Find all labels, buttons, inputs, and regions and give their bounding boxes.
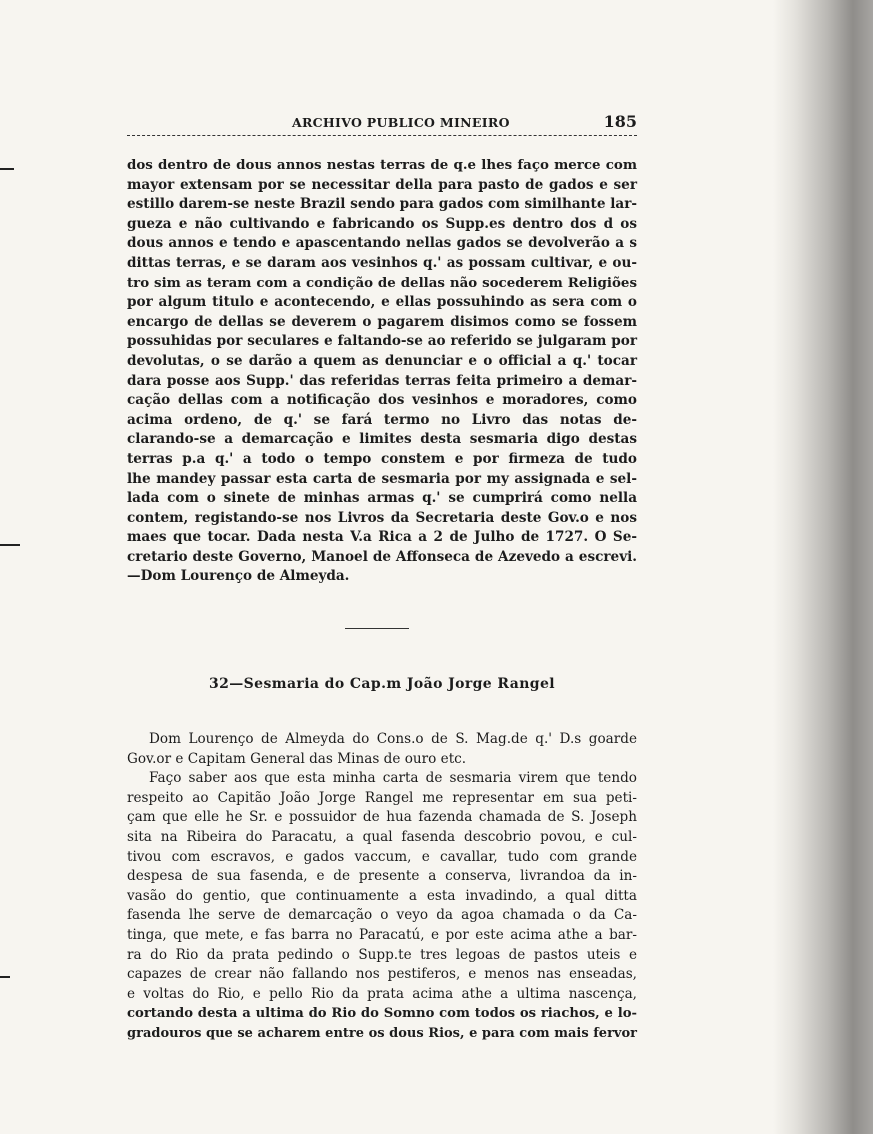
text-line: Gov.or e Capitam General das Minas de ouro etc. — [127, 750, 467, 767]
text-line: possuhidas por seculares e faltando-se ao referido se julgaram por — [127, 333, 637, 350]
text-line: devolutas, o se darão a quem as denunciar e o official a q.' tocar — [127, 352, 637, 369]
text-line: vasão do gentio, que continuamente a esta invadindo, a qual ditta — [127, 887, 637, 904]
text-line: ra do Rio da prata pedindo o Supp.te tres legoas de pastos uteis e — [127, 946, 637, 963]
text-line: despesa de sua fasenda, e de presente a conserva, livrandoa da in- — [127, 868, 637, 885]
text-line: encargo de dellas se deverem o pagarem disimos como se fossem — [127, 313, 637, 330]
text-line: cortando desta a ultima do Rio do Somno com todos os riachos, e lo- — [127, 1006, 637, 1022]
header-title: ARCHIVO PUBLICO MINEIRO — [292, 115, 510, 130]
text-line: acima ordeno, de q.' se fará termo no Livro das notas de- — [127, 411, 637, 428]
margin-mark — [0, 168, 14, 170]
section-title: 32—Sesmaria do Cap.m João Jorge Rangel — [208, 676, 556, 692]
text-line: dous annos e tendo e apascentando nellas gados se devolverão a s — [127, 235, 637, 252]
text-line: dara posse aos Supp.' das referidas terras feita primeiro a demar- — [127, 372, 637, 389]
text-line: Dom Lourenço de Almeyda do Cons.o de S. Mag.de q.' D.s goarde — [149, 731, 637, 747]
text-line: cretario deste Governo, Manoel de Affonseca de Azevedo a escrevi. — [127, 548, 637, 565]
text-line: lhe mandey passar esta carta de sesmaria por my assignada e sel- — [127, 470, 637, 487]
text-line: tinga, que mete, e fas barra no Paracatú, e por este acima athe a bar- — [127, 926, 637, 943]
text-line: maes que tocar. Dada nesta V.a Rica a 2 de Julho de 1727. O Se- — [127, 529, 637, 546]
text-line: lada com o sinete de minhas armas q.' se cumprirá como nella — [127, 490, 637, 507]
text-line: tro sim as teram com a condição de dellas não socederem Religiões — [127, 274, 637, 291]
text-line: çam que elle he Sr. e possuidor de hua fazenda chamada de S. Joseph — [127, 809, 637, 826]
page-number: 185 — [603, 112, 637, 131]
margin-mark — [0, 544, 20, 546]
text-line: capazes de crear não fallando nos pestiferos, e menos nas enseadas, — [127, 966, 637, 983]
body-text — [127, 156, 637, 587]
text-line: sita na Ribeira do Paracatu, a qual fasenda descobrio povou, e cul- — [127, 828, 637, 845]
text-line: respeito ao Capitão João Jorge Rangel me representar em sua peti- — [127, 789, 637, 806]
text-line: mayor extensam por se necessitar della para pasto de gados e ser — [127, 176, 637, 193]
text-line: cação dellas com a notificação dos vesinhos e moradores, como — [127, 392, 637, 409]
text-line: gueza e não cultivando e fabricando os Supp.es dentro dos d os — [127, 215, 637, 232]
text-line: dittas terras, e se daram aos vesinhos q.' as possam cultivar, e ou- — [127, 254, 637, 271]
text-line: dos dentro de dous annos nestas terras de q.e lhes faço merce com — [127, 157, 637, 173]
text-line: contem, registando-se nos Livros da Secretaria deste Gov.o e nos — [127, 509, 637, 526]
text-line: —Dom Lourenço de Almeyda. — [127, 568, 350, 585]
text-line: e voltas do Rio, e pello Rio da prata acima athe a ultima nascença, — [127, 985, 637, 1002]
book-spine-shadow — [773, 0, 873, 1134]
header-rule — [127, 135, 637, 136]
section-divider — [345, 628, 409, 629]
text-line: gradouros que se acharem entre os dous Rios, e para com mais fervor — [127, 1025, 637, 1041]
margin-mark — [0, 976, 10, 978]
text-line: terras p.a q.' a todo o tempo constem e por firmeza de tudo — [127, 450, 637, 467]
text-line: clarando-se a demarcação e limites desta sesmaria digo destas — [127, 431, 637, 448]
text-line: fasenda lhe serve de demarcação o veyo da agoa chamada o da Ca- — [127, 907, 637, 924]
text-line: estillo darem-se neste Brazil sendo para gados com similhante lar- — [127, 196, 637, 213]
section-text — [127, 730, 637, 1044]
running-header — [127, 112, 637, 136]
text-line: por algum titulo e acontecendo, e ellas possuhindo as sera com o — [127, 294, 637, 311]
text-line: tivou com escravos, e gados vaccum, e cavallar, tudo com grande — [127, 848, 637, 865]
text-line: Faço saber aos que esta minha carta de sesmaria virem que tendo — [149, 770, 637, 787]
